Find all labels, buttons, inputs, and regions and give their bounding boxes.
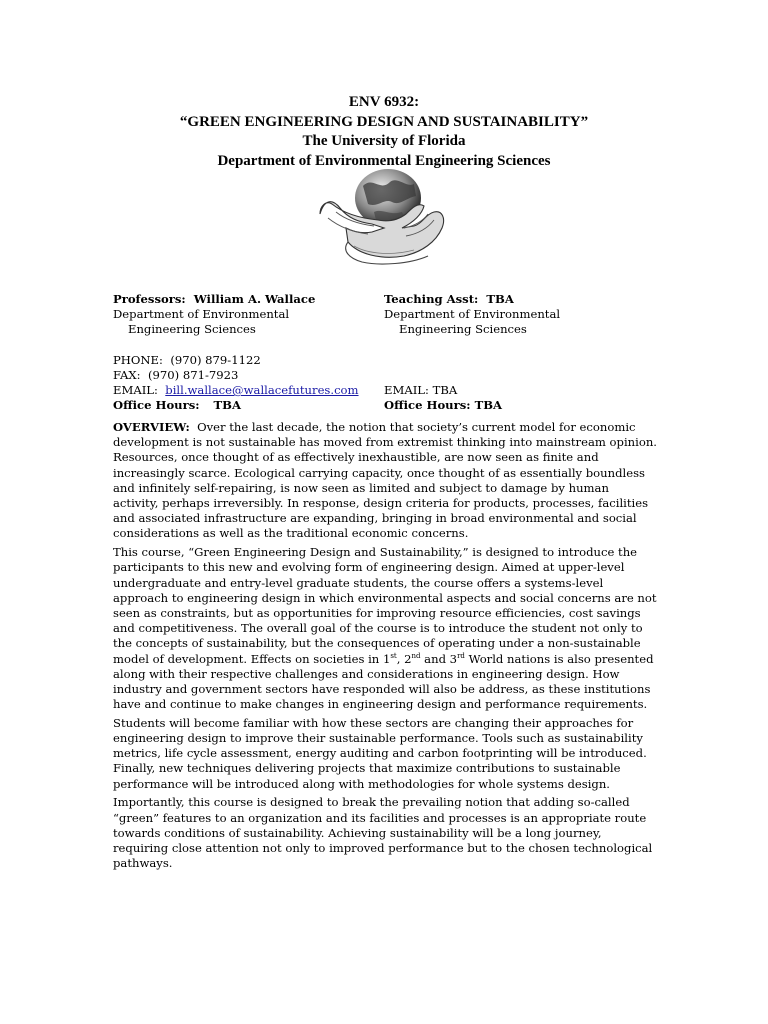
professor-email-link[interactable]: bill.wallace@wallacefutures.com xyxy=(165,383,359,398)
ta-dept-line1: Department of Environmental xyxy=(384,307,561,322)
overview-paragraph-3: Students will become familiar with how these sectors are changing their approaches for engineering design to improve their sustainable performance. Tools such as sustainability metrics, life cycle assessment, energy auditing and carbon footprinting will be introduced. Finally, new techniques delivering projects that maximize contributions to sustainable performance will be introduced along with methodologies for whole systems design. xyxy=(113,715,647,791)
ta-email-value: TBA xyxy=(432,383,458,398)
ta-hours-value: TBA xyxy=(474,398,503,413)
ta-name: TBA xyxy=(486,292,514,306)
fax-label: FAX: xyxy=(113,367,141,382)
professor-dept-line2: Engineering Sciences xyxy=(128,322,256,337)
ta-hours-line xyxy=(384,398,674,413)
phone-label: PHONE: xyxy=(113,352,163,367)
overview-text-2b: , 2 xyxy=(396,651,412,666)
fax-number: (970) 871-7923 xyxy=(147,367,239,382)
superscript-rd: rd xyxy=(457,651,465,660)
overview-paragraph-1 xyxy=(113,420,657,542)
ta-line xyxy=(384,292,674,307)
email-label: EMAIL: xyxy=(113,383,158,398)
overview-paragraph-4: Importantly, this course is designed to break the prevailing notion that adding so-called “green” features to an organization and its facilities and processes is an appropriate route towards conditions of sustainability. Achieving sustainability will be a long journey, requiring close attention not only to improved performance but to the chosen technological pathways. xyxy=(113,795,653,871)
office-hours-label: Office Hours: xyxy=(113,398,200,413)
professor-line xyxy=(113,292,383,307)
overview-text-2d: World nations is also presented along with their respective challenges and considerations in engineering design. How industry and government sectors have responded will also be address, as these institutions have and continue to make changes in engineering design and performance requirements. xyxy=(113,651,654,712)
university-name: The University of Florida xyxy=(302,133,466,149)
overview-paragraph-2 xyxy=(113,545,657,712)
overview-text-1: Over the last decade, the notion that society’s current model for economic development is not sustainable has moved from extremist thinking into mainstream opinion. Resources, once thought of as effectively inexhaustible, are now seen as finite and increasingly scarce. Ecological carrying capacity, once thought of as essentially boundless and infinitely self-repairing, is now seen as limited and subject to damage by human activity, perhaps irreversibly. In response, design criteria for products, processes, facilities and associated infrastructure are expanding, bringing in broad environmental and social considerations as well as the traditional economic concerns. xyxy=(113,420,657,541)
course-title: “GREEN ENGINEERING DESIGN AND SUSTAINABILITY” xyxy=(179,113,589,130)
overview-section xyxy=(113,420,657,875)
email-line xyxy=(113,383,383,398)
fax-line xyxy=(113,368,383,383)
overview-text-2a: This course, “Green Engineering Design and Sustainability,” is designed to introduce the participants to this new and evolving form of engineering design. Aimed at upper-level undergraduate and entry-level graduate students, the course offers a systems-level approach to engineering design in which environmental aspects and social concerns are not seen as constraints, but as opportunities for improving resource efficiencies, cost savings and competitiveness. The overall goal of the course is to introduce the student not only to the concepts of sustainability, but the consequences of operating under a non-sustainable model of development. Effects on societies in 1 xyxy=(113,545,657,666)
course-code: ENV 6932: xyxy=(348,94,420,110)
overview-label: OVERVIEW: xyxy=(113,420,190,434)
superscript-nd: nd xyxy=(411,651,421,660)
ta-label: Teaching Asst: xyxy=(384,292,479,306)
phone-number: (970) 879-1122 xyxy=(170,352,261,367)
ta-hours-label: Office Hours: xyxy=(384,398,471,413)
ta-contact xyxy=(384,292,674,414)
ta-email-label: EMAIL: xyxy=(384,383,429,398)
professor-dept-line1: Department of Environmental xyxy=(113,307,290,322)
document-header xyxy=(0,93,768,171)
professor-hours-line xyxy=(113,398,383,413)
superscript-st: st xyxy=(390,651,397,660)
ta-dept-line2: Engineering Sciences xyxy=(399,322,527,337)
professor-name: William A. Wallace xyxy=(193,292,316,306)
overview-text-2c: and 3 xyxy=(420,651,458,666)
office-hours-value: TBA xyxy=(213,398,241,413)
ta-email-line xyxy=(384,383,674,398)
phone-line xyxy=(113,353,383,368)
professor-label: Professors: xyxy=(113,292,186,306)
professor-contact xyxy=(113,292,383,414)
hands-holding-globe-icon xyxy=(318,162,450,266)
department-name: Department of Environmental Engineering Sciences xyxy=(217,152,551,169)
